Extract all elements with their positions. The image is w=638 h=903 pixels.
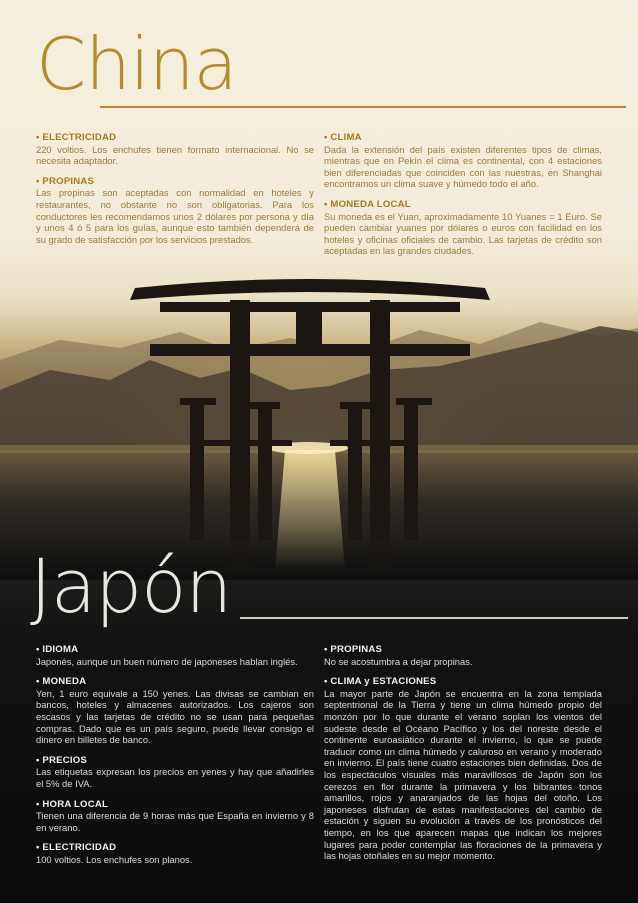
japan-precios-text: Las etiquetas expresan los precios en yenes y hay que añadirles el 5% de IVA. xyxy=(36,766,314,789)
japan-moneda-text: Yen, 1 euro equivale a 150 yenes. Las divisas se cambian en bancos, hoteles y almacenes autorizados. Los cajeros son escasos y las tarjetas de crédito no se usan para pequeñas compras. Dado que es un país seguro, puede llevar consigo el dinero en billetes de banco. xyxy=(36,687,314,746)
japan-moneda-heading: • MONEDA xyxy=(36,676,87,688)
china-propinas-heading: • PROPINAS xyxy=(36,175,95,187)
japan-left-column xyxy=(36,644,314,875)
japan-electricidad-text: 100 voltios. Los enchufes son planos. xyxy=(36,853,193,865)
china-clima-text: Dada la extensión del país existen diferentes tipos de climas, mientras que en Pekín el clima es continental, con 4 estaciones bien diferenciadas que coinciden con las nuestras, en Shanghai encontramos un clima suave y húmedo todo el año. xyxy=(324,143,602,190)
japan-title-rule xyxy=(240,617,628,619)
japan-precios-heading: • PRECIOS xyxy=(36,754,88,766)
japan-propinas-text: No se acostumbra a dejar propinas. xyxy=(324,655,473,667)
japan-idioma-text: Japonés, aunque un buen número de japoneses hablan inglés. xyxy=(36,655,298,667)
china-left-column xyxy=(36,132,314,254)
china-clima-heading: • CLIMA xyxy=(324,132,362,143)
japan-electricidad-heading: • ELECTRICIDAD xyxy=(36,842,117,854)
japan-idioma-heading: • IDIOMA xyxy=(36,644,79,655)
japan-title: Japón xyxy=(30,544,232,630)
japan-clima-text: La mayor parte de Japón se encuentra en la zona templada septentrional de la Tierra y tiene un clima húmedo propio del monzón por lo que durante el verano soplan los vientos del sudeste desde el Océano Pacífico y los del noreste desde el continente euroasiático durante el invierno, lo que se puede traducir como un clima húmedo y caluroso en verano y moderado en invierno. El país tiene cuatro estaciones bien definidas. Dos de los espectáculos visuales más maravillosos de Japón son los cerezos en flor durante la primavera y los bibrantes tonos amarillos, rojos y anaranjados de las hojas del otoño. Los japoneses disfrutan de estas manifestaciones del cambio de estación y siguen su evolución a través de los pronósticos del tiempo, en los que aparecen mapas que indican los mejores lugares para poder contemplar las floraciones de la primavera y las hojas otoñales en su mejor momento. xyxy=(324,687,602,862)
china-title: China xyxy=(36,22,237,106)
china-moneda-text: Su moneda es el Yuan, aproximadamente 10 Yuanes = 1 Euro. Se pueden cambiar yuanes por dólares o euros con facilidad en los hoteles y oficinas oficiales de cambio. Las tarjetas de crédito son aceptadas en las grandes ciudades. xyxy=(324,210,602,257)
china-right-column xyxy=(324,132,602,266)
japan-propinas-heading: • PROPINAS xyxy=(324,644,383,655)
china-electricidad-heading: • ELECTRICIDAD xyxy=(36,132,117,143)
japan-right-column xyxy=(324,644,602,871)
china-propinas-text: Las propinas son aceptadas con normalidad en hoteles y restaurantes, no obstante no son obligatorias. Para los conductores les recomendamos unos 2 dólares por persona y día y unos 4 ó 5 para los guías, aunque esto también dependerá de su grado de satisfacción por los servicios prestados. xyxy=(36,187,314,245)
china-electricidad-text: 220 voltios. Los enchufes tienen formato internacional. No se necesita adaptador. xyxy=(36,143,314,167)
japan-clima-heading: • CLIMA y ESTACIONES xyxy=(324,676,437,688)
japan-hora-text: Tienen una diferencia de 9 horas más que España en invierno y 8 en verano. xyxy=(36,810,314,833)
china-title-rule xyxy=(100,106,626,108)
china-moneda-heading: • MONEDA LOCAL xyxy=(324,198,411,210)
torii-gate-photo xyxy=(0,240,638,580)
japan-hora-heading: • HORA LOCAL xyxy=(36,798,109,810)
